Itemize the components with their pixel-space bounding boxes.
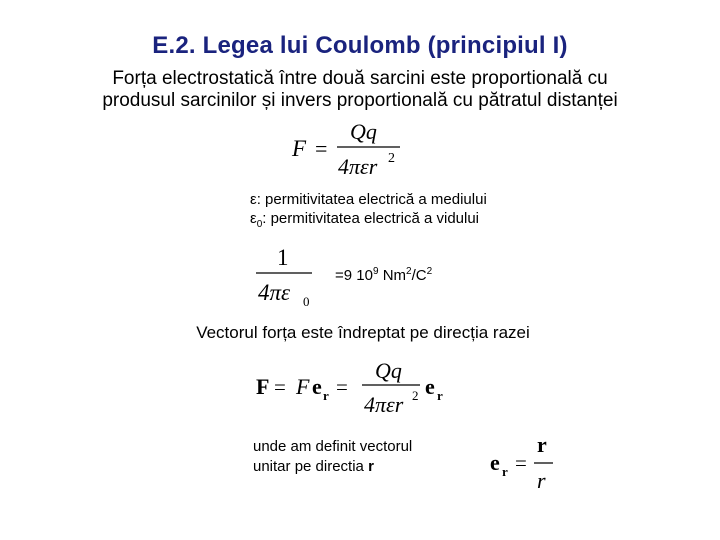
- eps-definition: [250, 190, 487, 209]
- formula4-numerator: r: [537, 432, 547, 457]
- eps0-subscript: 0: [256, 219, 263, 230]
- definitions: [250, 190, 487, 234]
- formula3-numerator: Qq: [375, 358, 402, 383]
- slide-title: E.2. Legea lui Coulomb (principiul I): [152, 32, 568, 59]
- coulomb-formula: [288, 114, 408, 182]
- formula3-unit-vector-2-sub: r: [437, 388, 443, 403]
- constant-prefix: =9 10: [335, 267, 373, 284]
- eps-symbol: ε: [250, 191, 257, 208]
- formula3-unit-vector-sub: r: [323, 388, 329, 403]
- coulomb-constant-formula: [252, 238, 322, 308]
- eps-text: : permitivitatea electrică a mediului: [256, 191, 487, 208]
- formula3-equals-1: =: [274, 375, 286, 399]
- formula1-exponent: 2: [388, 151, 395, 166]
- constant-unit-exp: 2: [406, 266, 412, 277]
- formula1-denominator: 4πεr: [338, 154, 378, 179]
- formula2-numerator: 1: [277, 245, 289, 270]
- unit-vector-formula: [486, 432, 566, 496]
- direction-text: Vectorul forța este îndreptat pe direcția razei: [196, 323, 530, 342]
- formula3-denominator: 4πεr: [364, 392, 404, 417]
- constant-tail: /C: [411, 267, 427, 284]
- formula1-numerator: Qq: [350, 119, 377, 144]
- formula4-lhs: e: [490, 450, 500, 475]
- intro-line-1: Forța electrostatică între două sarcini este proportională cu: [112, 68, 608, 89]
- constant-value: [335, 266, 432, 284]
- formula4-denominator: r: [537, 468, 546, 493]
- constant-unit: Nm: [378, 267, 407, 284]
- eps0-text: : permitivitatea electrică a vidului: [262, 210, 480, 227]
- note-line-1: unde am definit vectorul: [253, 438, 413, 455]
- note-line-2-prefix: unitar pe directia: [253, 458, 369, 475]
- formula3-unit-vector-2: e: [425, 374, 435, 399]
- formula1-lhs: F: [292, 136, 307, 161]
- formula2-subscript: 0: [303, 294, 310, 308]
- formula1-equals: =: [315, 136, 328, 161]
- formula4-equals: =: [515, 451, 527, 475]
- formula3-exponent: 2: [412, 388, 419, 403]
- formula2-denominator: 4πε: [258, 280, 291, 305]
- note-line-2: [253, 457, 412, 477]
- formula3-unit-vector: e: [312, 374, 322, 399]
- eps0-definition: [250, 209, 487, 234]
- formula4-lhs-sub: r: [502, 464, 508, 479]
- formula3-magnitude: F: [296, 374, 310, 399]
- constant-tail-exp: 2: [426, 266, 433, 277]
- note-line-2-bold: r: [368, 458, 374, 475]
- intro-line-2: produsul sarcinilor și invers proportională cu pătratul distanței: [102, 90, 618, 111]
- constant-exp: 9: [372, 266, 379, 277]
- intro-text: [0, 68, 720, 112]
- vector-force-formula: [252, 354, 462, 422]
- formula3-lhs: F: [256, 374, 270, 399]
- eps0-symbol: ε: [250, 210, 257, 227]
- unit-vector-note: [253, 437, 412, 477]
- formula3-equals-2: =: [336, 375, 348, 399]
